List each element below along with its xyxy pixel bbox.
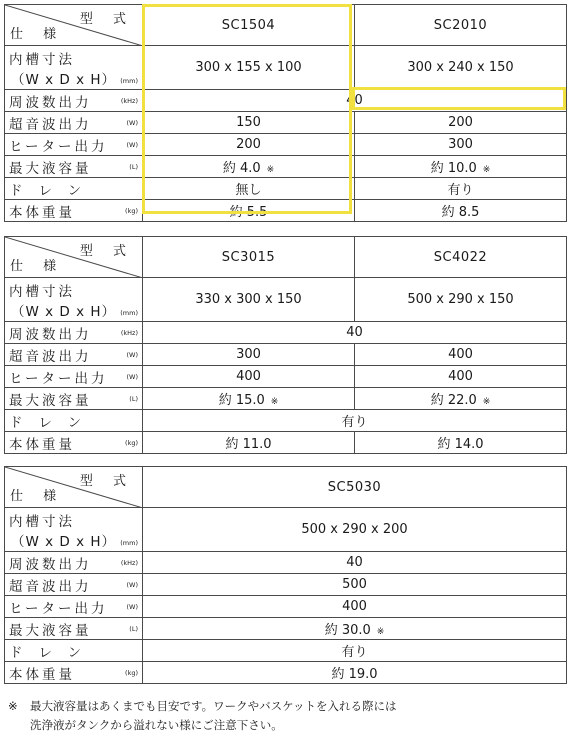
model-name: SC5030 <box>143 467 567 508</box>
note-mark: ※ <box>482 165 491 175</box>
value-cell: 200 <box>355 112 567 134</box>
value-cell: 400 <box>355 344 567 366</box>
value-cell: 約 14.0 <box>355 432 567 454</box>
value-cell: 40 <box>143 322 567 344</box>
row-label-frequency: 周波数出力 (kHz) <box>5 90 143 112</box>
value-cell: 400 <box>143 596 567 618</box>
footnote-line-1: ※ 最大液容量はあくまでも目安です。ワークやバスケットを入れる際には <box>8 697 397 716</box>
value-cell: 500 x 290 x 150 <box>355 278 567 322</box>
model-name: SC4022 <box>355 237 567 278</box>
value-cell: 約 30.0 ※ <box>143 618 567 640</box>
model-name: SC3015 <box>143 237 355 278</box>
value-cell: 約 10.0 ※ <box>355 156 567 178</box>
row-label-ultrasonic: 超音波出力 (W) <box>5 574 143 596</box>
value-cell: 300 x 155 x 100 <box>143 46 355 90</box>
value-cell: 500 <box>143 574 567 596</box>
footnote <box>8 697 397 735</box>
footnote-line-2: 洗浄液がタンクから溢れない様にご注意下さい。 <box>30 718 283 732</box>
model-header-label: 型 式 <box>79 12 134 27</box>
model-header-label: 型 式 <box>79 474 134 489</box>
row-label-heater: ヒーター出力 (W) <box>5 134 143 156</box>
model-name: SC1504 <box>143 5 355 46</box>
row-label-inner-dims: 内槽寸法 （W x D x H） (mm) <box>5 508 143 552</box>
row-label-max-volume: 最大液容量 (L) <box>5 156 143 178</box>
value-cell: 200 <box>143 134 355 156</box>
spec-table-2 <box>4 236 567 454</box>
row-label-heater: ヒーター出力 (W) <box>5 366 143 388</box>
row-label-frequency: 周波数出力 (kHz) <box>5 552 143 574</box>
row-label-max-volume: 最大液容量 (L) <box>5 388 143 410</box>
value-cell: 300 <box>355 134 567 156</box>
value-cell: 40 <box>143 90 567 112</box>
footnote-mark: ※ <box>8 699 18 713</box>
header-diagonal-cell <box>5 467 143 508</box>
row-label-inner-dims: 内槽寸法 （W x D x H） (mm) <box>5 278 143 322</box>
value-cell: 有り <box>143 410 567 432</box>
row-label-ultrasonic: 超音波出力 (W) <box>5 112 143 134</box>
value-cell: 40 <box>143 552 567 574</box>
value-cell: 無し <box>143 178 355 200</box>
spec-header-label: 仕 様 <box>10 27 65 42</box>
note-mark: ※ <box>376 627 385 637</box>
spec-table-1 <box>4 4 567 222</box>
row-label-heater: ヒーター出力 (W) <box>5 596 143 618</box>
value-cell: 約 11.0 <box>143 432 355 454</box>
value-cell: 約 4.0 ※ <box>143 156 355 178</box>
model-header-label: 型 式 <box>79 244 134 259</box>
row-label-drain: ドレン <box>5 410 143 432</box>
value-cell: 300 x 240 x 150 <box>355 46 567 90</box>
note-mark: ※ <box>270 397 279 407</box>
value-cell: 300 <box>143 344 355 366</box>
model-name: SC2010 <box>355 5 567 46</box>
spec-table-3 <box>4 466 567 684</box>
value-cell: 400 <box>355 366 567 388</box>
header-diagonal-cell <box>5 5 143 46</box>
row-label-weight: 本体重量 (kg) <box>5 200 143 222</box>
value-cell: 150 <box>143 112 355 134</box>
value-cell: 有り <box>355 178 567 200</box>
note-mark: ※ <box>266 165 275 175</box>
value-cell: 500 x 290 x 200 <box>143 508 567 552</box>
value-cell: 約 19.0 <box>143 662 567 684</box>
row-label-drain: ドレン <box>5 640 143 662</box>
note-mark: ※ <box>482 397 491 407</box>
value-cell: 有り <box>143 640 567 662</box>
value-cell: 330 x 300 x 150 <box>143 278 355 322</box>
row-label-ultrasonic: 超音波出力 (W) <box>5 344 143 366</box>
row-label-inner-dims: 内槽寸法 （W x D x H） (mm) <box>5 46 143 90</box>
row-label-drain: ドレン <box>5 178 143 200</box>
value-cell: 約 8.5 <box>355 200 567 222</box>
value-cell: 約 15.0 ※ <box>143 388 355 410</box>
value-cell: 約 22.0 ※ <box>355 388 567 410</box>
row-label-weight: 本体重量 (kg) <box>5 662 143 684</box>
row-label-weight: 本体重量 (kg) <box>5 432 143 454</box>
spec-header-label: 仕 様 <box>10 259 65 274</box>
spec-header-label: 仕 様 <box>10 489 65 504</box>
header-diagonal-cell <box>5 237 143 278</box>
row-label-frequency: 周波数出力 (kHz) <box>5 322 143 344</box>
row-label-max-volume: 最大液容量 (L) <box>5 618 143 640</box>
value-cell: 400 <box>143 366 355 388</box>
value-cell: 約 5.5 <box>143 200 355 222</box>
